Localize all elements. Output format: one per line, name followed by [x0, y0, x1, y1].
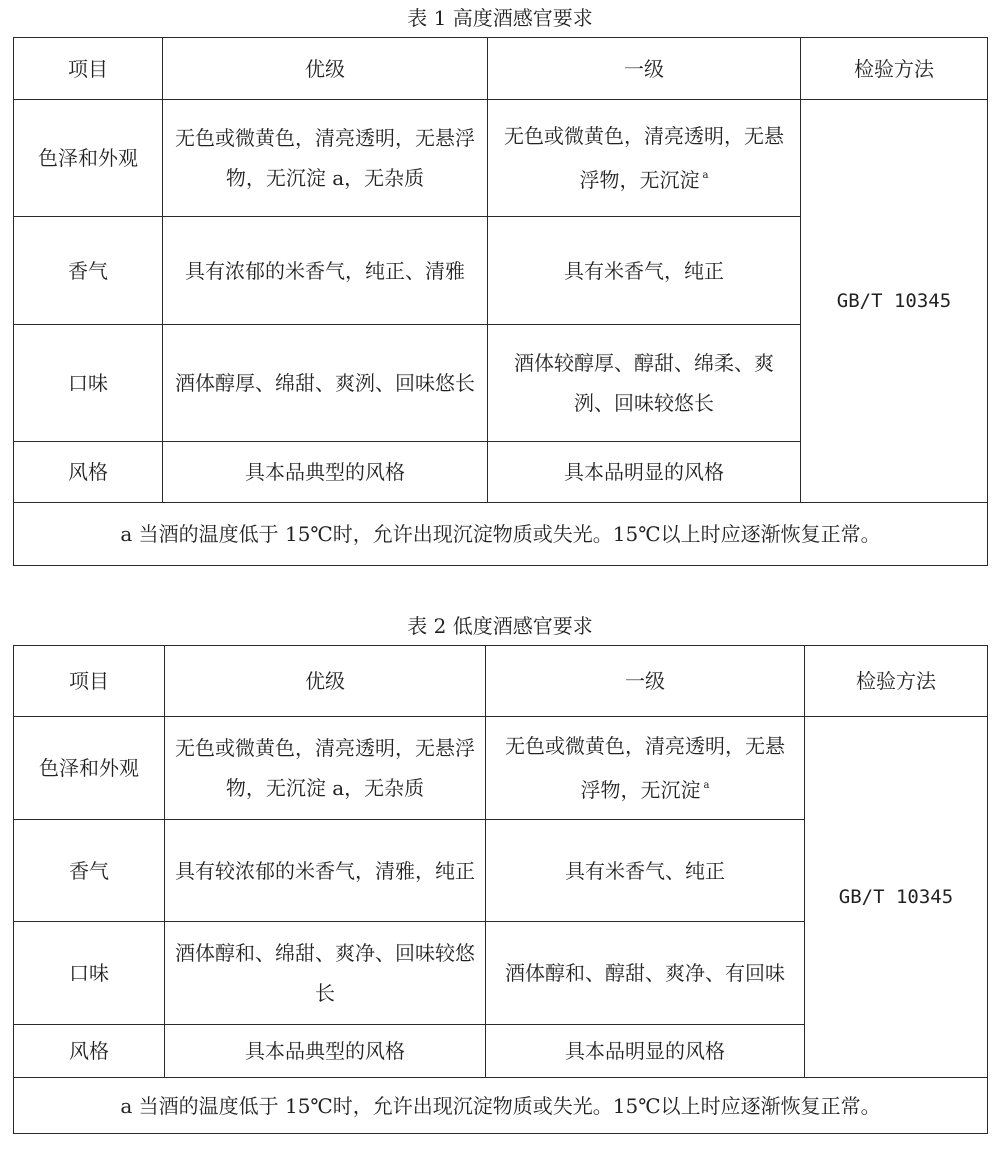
footnote-row: [14, 503, 988, 566]
header-first-grade: 一级: [486, 646, 805, 717]
row-item: 色泽和外观: [14, 100, 163, 217]
row-first-grade: [488, 100, 801, 217]
table2-header-row: [14, 646, 988, 717]
footnote-text: a 当酒的温度低于 15℃时，允许出现沉淀物质或失光。15℃以上时应逐渐恢复正常。: [14, 1078, 988, 1134]
row-premium: 具有较浓郁的米香气，清雅，纯正: [165, 820, 486, 922]
table1-header-row: [14, 38, 988, 100]
row-premium: 无色或微黄色，清亮透明，无悬浮物，无沉淀 a，无杂质: [165, 717, 486, 820]
header-item: 项目: [14, 38, 163, 100]
table1-caption: 表 1 高度酒感官要求: [407, 6, 593, 30]
footnote-marker: a: [702, 170, 709, 181]
table-row: [14, 717, 988, 820]
row-first-grade: 具本品明显的风格: [488, 442, 801, 503]
table2-caption: 表 2 低度酒感官要求: [407, 614, 593, 638]
row-premium: 酒体醇和、绵甜、爽净、回味较悠长: [165, 922, 486, 1025]
row-item: 色泽和外观: [14, 717, 165, 820]
table-row: [14, 100, 988, 217]
footnote-text: a 当酒的温度低于 15℃时，允许出现沉淀物质或失光。15℃以上时应逐渐恢复正常。: [14, 503, 988, 566]
row-first-grade: 酒体醇和、醇甜、爽净、有回味: [486, 922, 805, 1025]
row-item: 风格: [14, 1025, 165, 1078]
row-first-grade: 酒体较醇厚、醇甜、绵柔、爽洌、回味较悠长: [488, 325, 801, 442]
footnote-marker: a: [703, 780, 710, 791]
header-premium: 优级: [165, 646, 486, 717]
header-test-method: 检验方法: [801, 38, 988, 100]
footnote-row: [14, 1078, 988, 1134]
row-premium: 具本品典型的风格: [163, 442, 488, 503]
row-first-grade-text: 无色或微黄色，清亮透明，无悬浮物，无沉淀: [504, 124, 784, 192]
row-premium: 具有浓郁的米香气，纯正、清雅: [163, 217, 488, 325]
row-item: 香气: [14, 820, 165, 922]
row-first-grade-text: 无色或微黄色，清亮透明，无悬浮物，无沉淀: [505, 734, 785, 802]
header-item: 项目: [14, 646, 165, 717]
table1-high-alcohol-sensory: [13, 37, 988, 566]
test-method-cell: GB/T 10345: [801, 100, 988, 503]
row-premium: 酒体醇厚、绵甜、爽洌、回味悠长: [163, 325, 488, 442]
row-item: 口味: [14, 922, 165, 1025]
row-first-grade: 具本品明显的风格: [486, 1025, 805, 1078]
row-first-grade: 具有米香气，纯正: [488, 217, 801, 325]
row-first-grade: 具有米香气、纯正: [486, 820, 805, 922]
row-item: 口味: [14, 325, 163, 442]
header-test-method: 检验方法: [805, 646, 988, 717]
row-premium: 无色或微黄色，清亮透明，无悬浮物，无沉淀 a，无杂质: [163, 100, 488, 217]
row-item: 风格: [14, 442, 163, 503]
row-premium: 具本品典型的风格: [165, 1025, 486, 1078]
header-premium: 优级: [163, 38, 488, 100]
row-first-grade: [486, 717, 805, 820]
header-first-grade: 一级: [488, 38, 801, 100]
table2-low-alcohol-sensory: [13, 645, 988, 1134]
test-method-cell: GB/T 10345: [805, 717, 988, 1078]
row-item: 香气: [14, 217, 163, 325]
